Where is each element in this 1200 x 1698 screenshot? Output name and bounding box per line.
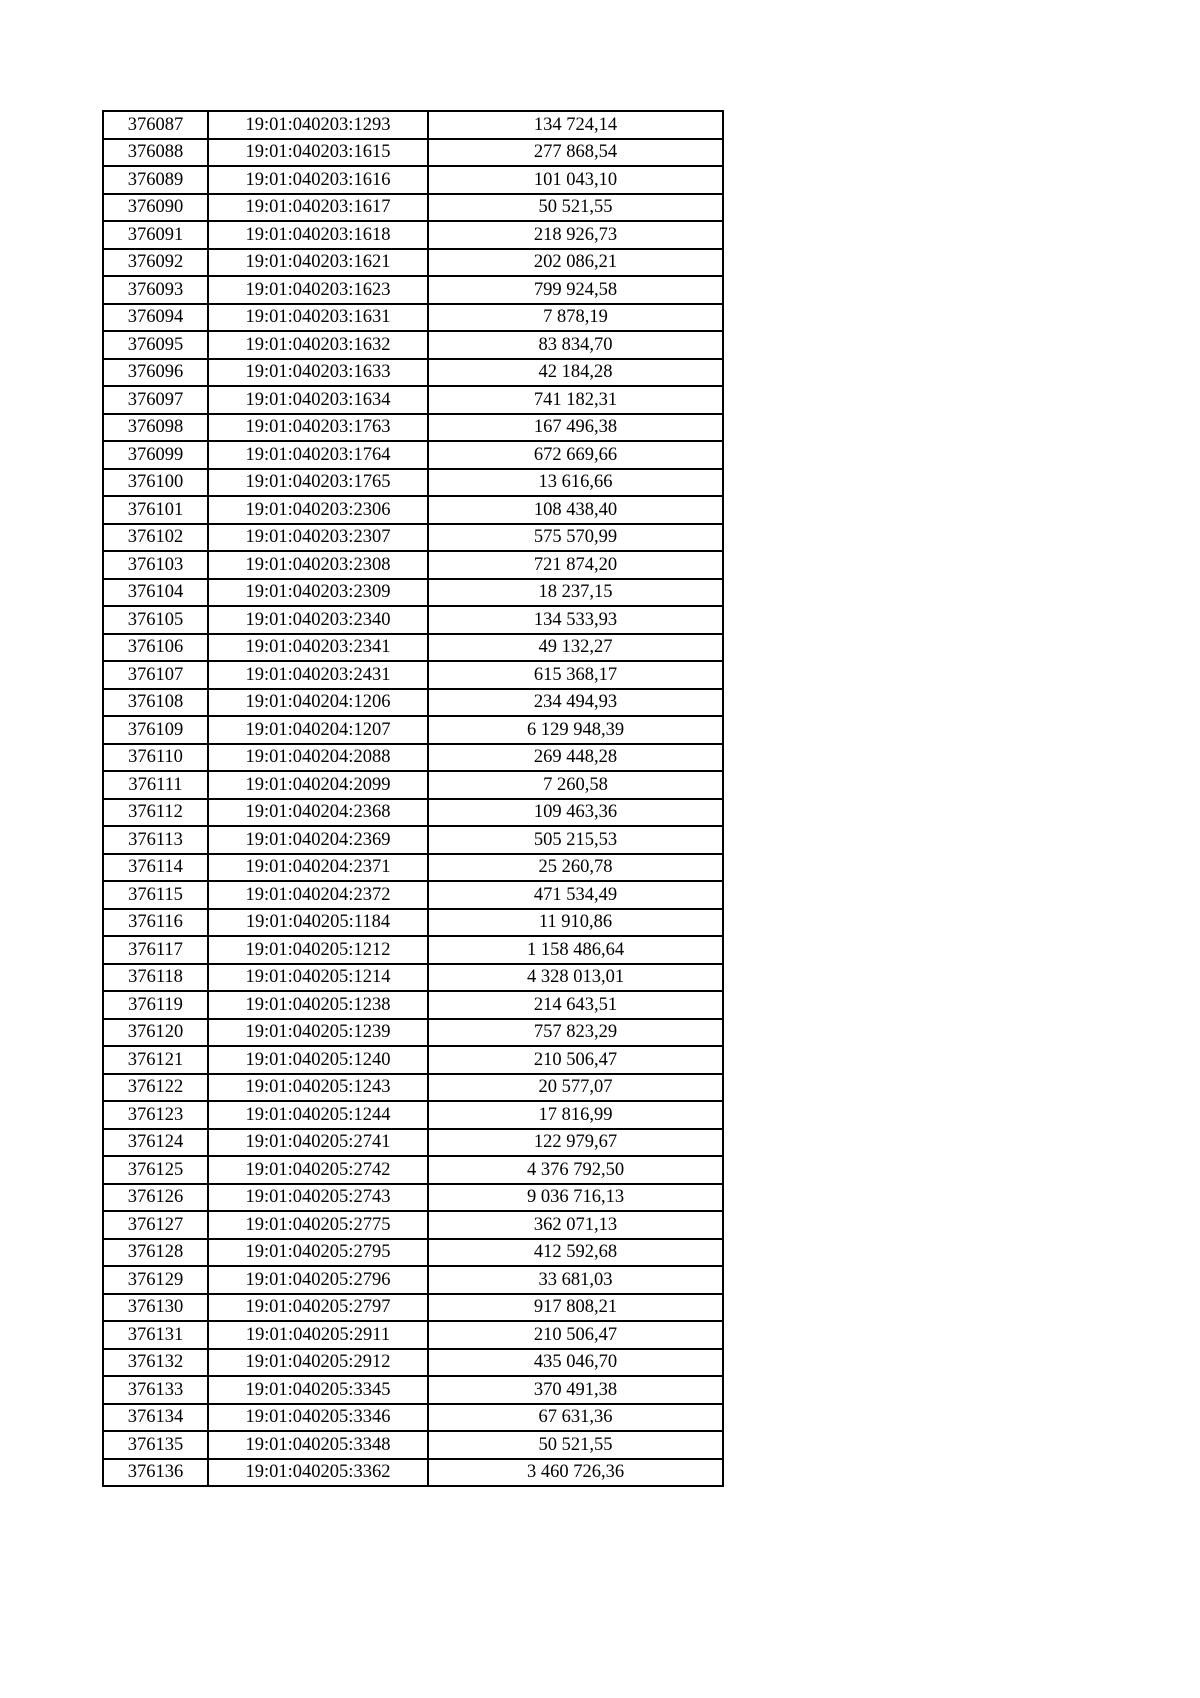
cadastral-value-cell: 721 874,20	[428, 551, 723, 579]
cadastral-number-cell: 19:01:040203:1618	[208, 221, 428, 249]
table-row	[103, 331, 723, 359]
cadastral-value-cell: 108 438,40	[428, 496, 723, 524]
row-number-cell: 376112	[103, 799, 208, 827]
table-row	[103, 991, 723, 1019]
row-number-cell: 376092	[103, 249, 208, 277]
row-number-cell: 376127	[103, 1211, 208, 1239]
cadastral-number-cell: 19:01:040205:3345	[208, 1376, 428, 1404]
cadastral-number-cell: 19:01:040204:2099	[208, 771, 428, 799]
cadastral-number-cell: 19:01:040205:1184	[208, 909, 428, 937]
cadastral-number-cell: 19:01:040205:1238	[208, 991, 428, 1019]
cadastral-number-cell: 19:01:040203:1632	[208, 331, 428, 359]
row-number-cell: 376114	[103, 854, 208, 882]
row-number-cell: 376093	[103, 276, 208, 304]
table-row	[103, 1376, 723, 1404]
table-row	[103, 634, 723, 662]
row-number-cell: 376118	[103, 964, 208, 992]
row-number-cell: 376098	[103, 414, 208, 442]
cadastral-value-cell: 672 669,66	[428, 441, 723, 469]
cadastral-value-cell: 67 631,36	[428, 1404, 723, 1432]
table-row	[103, 1321, 723, 1349]
row-number-cell: 376130	[103, 1294, 208, 1322]
cadastral-number-cell: 19:01:040203:1621	[208, 249, 428, 277]
cadastral-number-cell: 19:01:040205:3362	[208, 1459, 428, 1487]
cadastral-number-cell: 19:01:040205:3346	[208, 1404, 428, 1432]
row-number-cell: 376095	[103, 331, 208, 359]
table-row	[103, 551, 723, 579]
table-row	[103, 304, 723, 332]
cadastral-number-cell: 19:01:040203:1763	[208, 414, 428, 442]
cadastral-value-cell: 799 924,58	[428, 276, 723, 304]
cadastral-value-cell: 122 979,67	[428, 1129, 723, 1157]
cadastral-value-cell: 575 570,99	[428, 524, 723, 552]
cadastral-number-cell: 19:01:040205:1244	[208, 1101, 428, 1129]
cadastral-number-cell: 19:01:040205:1239	[208, 1019, 428, 1047]
row-number-cell: 376132	[103, 1349, 208, 1377]
cadastral-number-cell: 19:01:040203:1631	[208, 304, 428, 332]
cadastral-value-cell: 6 129 948,39	[428, 716, 723, 744]
table-row	[103, 1404, 723, 1432]
cadastral-number-cell: 19:01:040205:2912	[208, 1349, 428, 1377]
table-row	[103, 441, 723, 469]
table-row	[103, 1294, 723, 1322]
cadastral-value-cell: 101 043,10	[428, 166, 723, 194]
row-number-cell: 376110	[103, 744, 208, 772]
cadastral-value-cell: 134 533,93	[428, 606, 723, 634]
cadastral-number-cell: 19:01:040203:2309	[208, 579, 428, 607]
row-number-cell: 376122	[103, 1074, 208, 1102]
table-row	[103, 139, 723, 167]
cadastral-number-cell: 19:01:040203:2340	[208, 606, 428, 634]
row-number-cell: 376100	[103, 469, 208, 497]
cadastral-value-table	[102, 110, 724, 1487]
row-number-cell: 376094	[103, 304, 208, 332]
cadastral-value-cell: 202 086,21	[428, 249, 723, 277]
table-row	[103, 661, 723, 689]
cadastral-value-cell: 33 681,03	[428, 1266, 723, 1294]
row-number-cell: 376111	[103, 771, 208, 799]
cadastral-number-cell: 19:01:040203:1615	[208, 139, 428, 167]
table-row	[103, 909, 723, 937]
cadastral-value-cell: 11 910,86	[428, 909, 723, 937]
cadastral-value-cell: 214 643,51	[428, 991, 723, 1019]
cadastral-value-cell: 17 816,99	[428, 1101, 723, 1129]
cadastral-number-cell: 19:01:040203:2341	[208, 634, 428, 662]
cadastral-number-cell: 19:01:040205:2743	[208, 1184, 428, 1212]
cadastral-number-cell: 19:01:040203:1617	[208, 194, 428, 222]
table-body	[103, 111, 723, 1486]
cadastral-number-cell: 19:01:040205:1240	[208, 1046, 428, 1074]
cadastral-number-cell: 19:01:040205:2741	[208, 1129, 428, 1157]
table-row	[103, 606, 723, 634]
row-number-cell: 376113	[103, 826, 208, 854]
table-row	[103, 1156, 723, 1184]
table-row	[103, 166, 723, 194]
table-row	[103, 716, 723, 744]
cadastral-value-cell: 1 158 486,64	[428, 936, 723, 964]
cadastral-value-cell: 615 368,17	[428, 661, 723, 689]
row-number-cell: 376126	[103, 1184, 208, 1212]
table-row	[103, 496, 723, 524]
table-row	[103, 249, 723, 277]
table-row	[103, 771, 723, 799]
row-number-cell: 376099	[103, 441, 208, 469]
cadastral-number-cell: 19:01:040203:2431	[208, 661, 428, 689]
cadastral-number-cell: 19:01:040205:1212	[208, 936, 428, 964]
row-number-cell: 376104	[103, 579, 208, 607]
table-row	[103, 414, 723, 442]
table-row	[103, 276, 723, 304]
row-number-cell: 376123	[103, 1101, 208, 1129]
table-row	[103, 964, 723, 992]
table-row	[103, 1101, 723, 1129]
cadastral-value-cell: 13 616,66	[428, 469, 723, 497]
cadastral-number-cell: 19:01:040204:2368	[208, 799, 428, 827]
cadastral-value-cell: 210 506,47	[428, 1321, 723, 1349]
cadastral-number-cell: 19:01:040205:2796	[208, 1266, 428, 1294]
cadastral-value-cell: 50 521,55	[428, 1431, 723, 1459]
table-row	[103, 1184, 723, 1212]
cadastral-number-cell: 19:01:040203:1634	[208, 386, 428, 414]
cadastral-number-cell: 19:01:040204:1207	[208, 716, 428, 744]
table-row	[103, 1459, 723, 1487]
table-row	[103, 221, 723, 249]
table-row	[103, 386, 723, 414]
cadastral-number-cell: 19:01:040205:2742	[208, 1156, 428, 1184]
row-number-cell: 376129	[103, 1266, 208, 1294]
cadastral-value-cell: 757 823,29	[428, 1019, 723, 1047]
cadastral-value-cell: 210 506,47	[428, 1046, 723, 1074]
row-number-cell: 376087	[103, 111, 208, 139]
cadastral-value-cell: 50 521,55	[428, 194, 723, 222]
row-number-cell: 376116	[103, 909, 208, 937]
table-row	[103, 799, 723, 827]
table-row	[103, 1046, 723, 1074]
cadastral-value-cell: 370 491,38	[428, 1376, 723, 1404]
cadastral-value-cell: 20 577,07	[428, 1074, 723, 1102]
row-number-cell: 376128	[103, 1239, 208, 1267]
cadastral-number-cell: 19:01:040203:2308	[208, 551, 428, 579]
cadastral-value-cell: 7 878,19	[428, 304, 723, 332]
table-row	[103, 524, 723, 552]
row-number-cell: 376108	[103, 689, 208, 717]
cadastral-number-cell: 19:01:040205:2795	[208, 1239, 428, 1267]
table-row	[103, 744, 723, 772]
row-number-cell: 376105	[103, 606, 208, 634]
cadastral-value-cell: 234 494,93	[428, 689, 723, 717]
row-number-cell: 376107	[103, 661, 208, 689]
cadastral-value-cell: 25 260,78	[428, 854, 723, 882]
table-row	[103, 1129, 723, 1157]
cadastral-number-cell: 19:01:040204:2371	[208, 854, 428, 882]
row-number-cell: 376124	[103, 1129, 208, 1157]
cadastral-value-cell: 49 132,27	[428, 634, 723, 662]
cadastral-value-cell: 277 868,54	[428, 139, 723, 167]
table-row	[103, 579, 723, 607]
row-number-cell: 376106	[103, 634, 208, 662]
row-number-cell: 376102	[103, 524, 208, 552]
table-row	[103, 1349, 723, 1377]
row-number-cell: 376097	[103, 386, 208, 414]
table-row	[103, 359, 723, 387]
cadastral-number-cell: 19:01:040203:1616	[208, 166, 428, 194]
row-number-cell: 376088	[103, 139, 208, 167]
cadastral-value-cell: 505 215,53	[428, 826, 723, 854]
row-number-cell: 376117	[103, 936, 208, 964]
cadastral-number-cell: 19:01:040204:2369	[208, 826, 428, 854]
cadastral-value-cell: 134 724,14	[428, 111, 723, 139]
table-row	[103, 826, 723, 854]
cadastral-number-cell: 19:01:040203:1293	[208, 111, 428, 139]
row-number-cell: 376120	[103, 1019, 208, 1047]
row-number-cell: 376089	[103, 166, 208, 194]
table-row	[103, 881, 723, 909]
cadastral-number-cell: 19:01:040205:2775	[208, 1211, 428, 1239]
cadastral-value-cell: 7 260,58	[428, 771, 723, 799]
cadastral-number-cell: 19:01:040203:1623	[208, 276, 428, 304]
cadastral-number-cell: 19:01:040203:2307	[208, 524, 428, 552]
table-row	[103, 854, 723, 882]
table-row	[103, 469, 723, 497]
table-row	[103, 1019, 723, 1047]
row-number-cell: 376101	[103, 496, 208, 524]
table-row	[103, 936, 723, 964]
row-number-cell: 376121	[103, 1046, 208, 1074]
row-number-cell: 376115	[103, 881, 208, 909]
cadastral-value-cell: 109 463,36	[428, 799, 723, 827]
cadastral-number-cell: 19:01:040205:1243	[208, 1074, 428, 1102]
cadastral-value-cell: 435 046,70	[428, 1349, 723, 1377]
row-number-cell: 376134	[103, 1404, 208, 1432]
table-row	[103, 1074, 723, 1102]
cadastral-number-cell: 19:01:040205:1214	[208, 964, 428, 992]
cadastral-number-cell: 19:01:040205:2911	[208, 1321, 428, 1349]
cadastral-number-cell: 19:01:040203:2306	[208, 496, 428, 524]
cadastral-value-cell: 269 448,28	[428, 744, 723, 772]
cadastral-number-cell: 19:01:040203:1633	[208, 359, 428, 387]
cadastral-number-cell: 19:01:040205:2797	[208, 1294, 428, 1322]
row-number-cell: 376131	[103, 1321, 208, 1349]
row-number-cell: 376135	[103, 1431, 208, 1459]
cadastral-value-cell: 9 036 716,13	[428, 1184, 723, 1212]
row-number-cell: 376133	[103, 1376, 208, 1404]
row-number-cell: 376119	[103, 991, 208, 1019]
table-row	[103, 1211, 723, 1239]
row-number-cell: 376091	[103, 221, 208, 249]
table-row	[103, 689, 723, 717]
cadastral-number-cell: 19:01:040204:2372	[208, 881, 428, 909]
table-row	[103, 1239, 723, 1267]
cadastral-value-cell: 741 182,31	[428, 386, 723, 414]
cadastral-value-cell: 3 460 726,36	[428, 1459, 723, 1487]
table-row	[103, 111, 723, 139]
row-number-cell: 376096	[103, 359, 208, 387]
row-number-cell: 376136	[103, 1459, 208, 1487]
table-row	[103, 194, 723, 222]
cadastral-value-cell: 167 496,38	[428, 414, 723, 442]
cadastral-value-cell: 917 808,21	[428, 1294, 723, 1322]
row-number-cell: 376109	[103, 716, 208, 744]
cadastral-value-cell: 471 534,49	[428, 881, 723, 909]
table-row	[103, 1266, 723, 1294]
cadastral-number-cell: 19:01:040203:1764	[208, 441, 428, 469]
cadastral-value-cell: 18 237,15	[428, 579, 723, 607]
cadastral-value-cell: 4 376 792,50	[428, 1156, 723, 1184]
row-number-cell: 376125	[103, 1156, 208, 1184]
cadastral-value-cell: 362 071,13	[428, 1211, 723, 1239]
cadastral-number-cell: 19:01:040205:3348	[208, 1431, 428, 1459]
row-number-cell: 376090	[103, 194, 208, 222]
table-row	[103, 1431, 723, 1459]
cadastral-number-cell: 19:01:040204:2088	[208, 744, 428, 772]
cadastral-value-cell: 83 834,70	[428, 331, 723, 359]
row-number-cell: 376103	[103, 551, 208, 579]
cadastral-number-cell: 19:01:040204:1206	[208, 689, 428, 717]
cadastral-value-cell: 412 592,68	[428, 1239, 723, 1267]
cadastral-value-cell: 218 926,73	[428, 221, 723, 249]
cadastral-value-cell: 42 184,28	[428, 359, 723, 387]
cadastral-value-cell: 4 328 013,01	[428, 964, 723, 992]
cadastral-number-cell: 19:01:040203:1765	[208, 469, 428, 497]
